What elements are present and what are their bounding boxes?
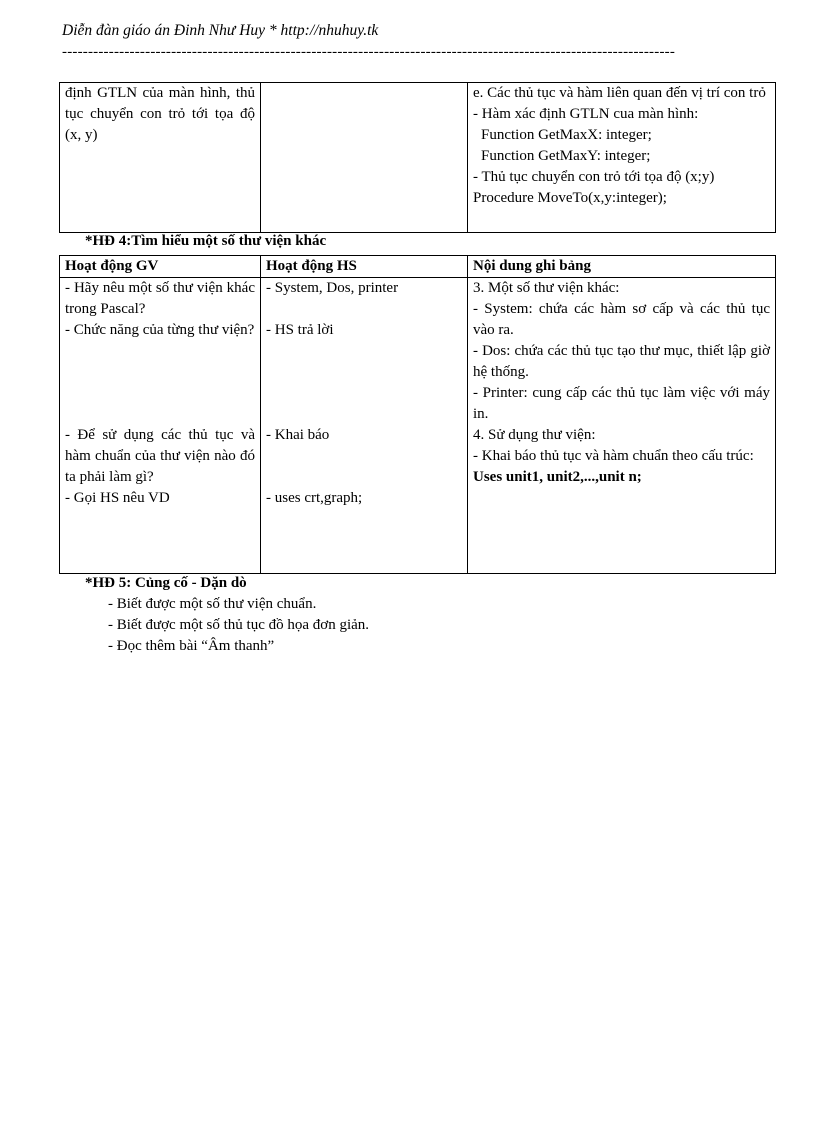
- hs-item: - System, Dos, printer: [266, 280, 399, 296]
- hs-cell-continued: [261, 83, 468, 233]
- section-5-title: *HĐ 5: Củng cố - Dặn dò: [85, 575, 247, 591]
- hs-item: - uses crt,graph;: [266, 490, 363, 506]
- content-line: e. Các thủ tục và hàm liên quan đến vị trí con trỏ: [473, 85, 766, 101]
- content-item: - Printer: cung cấp các thủ tục làm việc với máy in.: [473, 385, 770, 422]
- content-item: - Khai báo thủ tục và hàm chuẩn theo cấu trúc:: [473, 448, 754, 464]
- content-cell: [468, 278, 776, 574]
- gv-cell: [60, 278, 261, 574]
- content-item: - System: chứa các hàm sơ cấp và các thủ tục vào ra.: [473, 301, 770, 338]
- gv-cell-continued: [60, 83, 261, 233]
- page-header: Diễn đàn giáo án Đinh Như Huy * http://nhuhuy.tk: [62, 22, 379, 39]
- content-line: Function GetMaxX: integer;: [481, 127, 652, 143]
- gv-item: - Để sử dụng các thủ tục và hàm chuẩn của thư viện nào đó ta phải làm gì?: [65, 427, 255, 485]
- content-line: - Hàm xác định GTLN cua màn hình:: [473, 106, 699, 122]
- summary-item: - Biết được một số thủ tục đồ họa đơn giản.: [108, 617, 370, 633]
- content-item-code: Uses unit1, unit2,...,unit n;: [473, 469, 642, 485]
- gv-item: - Gọi HS nêu VD: [65, 490, 170, 506]
- hs-item: - Khai báo: [266, 427, 330, 443]
- summary-item: - Biết được một số thư viện chuẩn.: [108, 596, 317, 612]
- content-cell-continued: [468, 83, 776, 233]
- hs-item: - HS trả lời: [266, 322, 334, 338]
- header-hs: Hoạt động HS: [261, 256, 468, 278]
- content-line: - Thủ tục chuyển con trỏ tới tọa độ (x;y): [473, 169, 715, 185]
- gv-text: định GTLN của màn hình, thủ tục chuyển con trỏ tới tọa độ (x, y): [65, 85, 255, 143]
- gv-item: - Hãy nêu một số thư viện khác trong Pascal?: [65, 280, 255, 317]
- activity-table: [59, 255, 776, 574]
- content-item: - Dos: chứa các thủ tục tạo thư mục, thiết lập giờ hệ thống.: [473, 343, 770, 380]
- header-content: Nội dung ghi bảng: [468, 256, 776, 278]
- summary-item: - Đọc thêm bài “Âm thanh”: [108, 638, 275, 654]
- section-4-title: *HĐ 4:Tìm hiểu một số thư viện khác: [85, 233, 327, 249]
- content-item: 3. Một số thư viện khác:: [473, 280, 620, 296]
- header-gv: Hoạt động GV: [60, 256, 261, 278]
- hs-cell: [261, 278, 468, 574]
- header-separator: ----------------------------------------------------------------------------------------------------------------------: [62, 44, 676, 60]
- gv-item: - Chức năng của từng thư viện?: [65, 322, 255, 338]
- content-line: Function GetMaxY: integer;: [481, 148, 651, 164]
- content-item: 4. Sử dụng thư viện:: [473, 427, 596, 443]
- content-line: Procedure MoveTo(x,y:integer);: [473, 190, 667, 206]
- continued-lesson-table: [59, 82, 776, 233]
